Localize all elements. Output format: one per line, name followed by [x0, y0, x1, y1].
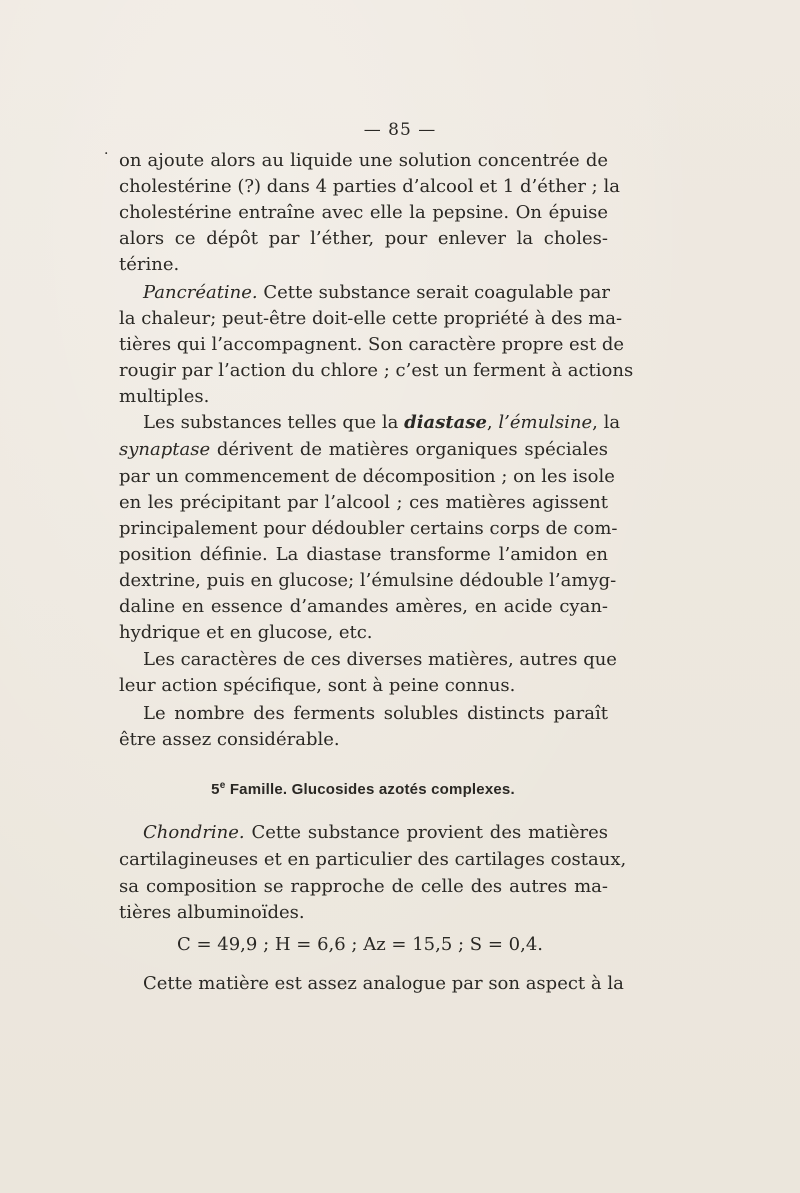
text-run: Cette substance provient des matières [244, 822, 608, 843]
text-line: tières albuminoïdes. [119, 902, 305, 923]
text-line: rougir par l’action du chlore ; c’est un ferment à actions [119, 360, 634, 381]
text-line: cholestérine (?) dans 4 parties d’alcool et 1 d’éther ; la [119, 176, 620, 197]
section-number-suffix: e [219, 780, 226, 791]
text-line: cholestérine entraîne avec elle la pepsine. On épuise [119, 202, 608, 223]
text-line: être assez considérable. [119, 729, 340, 750]
term-chondrine: Chondrine. [143, 822, 245, 843]
section-number: 5 [211, 781, 220, 798]
text-line [143, 410, 621, 436]
text-line: position définie. La diastase transforme l’amidon en [119, 544, 608, 565]
term-diastase: diastase [404, 412, 487, 433]
text-line: en les précipitant par l’alcool ; ces matières agissent [119, 492, 608, 513]
page-number: — 85 — [363, 120, 437, 140]
term-emulsine: l’émulsine [498, 412, 593, 433]
margin-mark: · [104, 146, 109, 162]
text-line: principalement pour dédoubler certains corps de com- [119, 518, 618, 539]
text-line: la chaleur; peut-être doit-elle cette propriété à des ma- [119, 308, 623, 329]
section-heading [0, 780, 726, 798]
text-line: daline en essence d’amandes amères, en acide cyan- [119, 596, 608, 617]
text-line: Les caractères de ces diverses matières, autres que [143, 649, 617, 670]
term-pancreatine: Pancréatine. [143, 282, 258, 303]
text-line: cartilagineuses et en particulier des cartilages costaux, [119, 849, 627, 870]
text-run: dérivent de matières organiques spéciales [216, 439, 608, 460]
text-run [210, 439, 217, 460]
term-synaptase: synaptase [119, 439, 211, 460]
text-line: térine. [119, 254, 180, 275]
text-run: , [486, 412, 499, 433]
text-line: alors ce dépôt par l’éther, pour enlever la choles- [119, 228, 608, 249]
text-line [143, 820, 608, 846]
text-line: Le nombre des ferments solubles distincts paraît [143, 703, 608, 724]
text-line: dextrine, puis en glucose; l’émulsine dédouble l’amyg- [119, 570, 617, 591]
text-line: hydrique et en glucose, etc. [119, 622, 373, 643]
composition-formula: C = 49,9 ; H = 6,6 ; Az = 15,5 ; S = 0,4. [176, 934, 544, 955]
text-line: on ajoute alors au liquide une solution concentrée de [119, 150, 608, 171]
text-run: Cette substance serait coagulable par [257, 282, 610, 303]
text-line: sa composition se rapproche de celle des autres ma- [119, 876, 608, 897]
text-line: Cette matière est assez analogue par son aspect à la [143, 973, 624, 994]
text-line: multiples. [119, 386, 210, 407]
text-run: Les substances telles que la [143, 412, 405, 433]
text-line: par un commencement de décomposition ; on les isole [119, 466, 615, 487]
text-line: tières qui l’accompagnent. Son caractère propre est de [119, 334, 625, 355]
text-run: , la [592, 412, 621, 433]
text-line: leur action spécifique, sont à peine connus. [119, 675, 516, 696]
section-title: Famille. Glucosides azotés complexes. [225, 781, 515, 798]
text-line [119, 437, 608, 463]
text-line [143, 280, 608, 306]
